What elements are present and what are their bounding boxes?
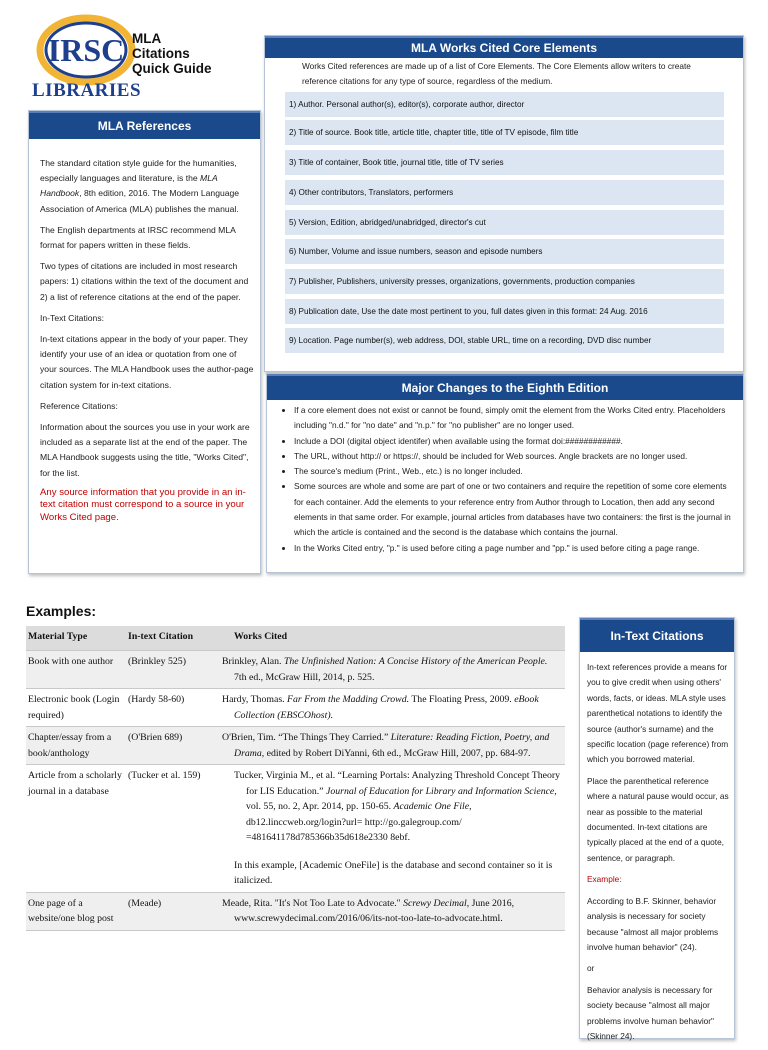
material-type-cell: One page of a website/one blog post bbox=[26, 892, 126, 930]
examples-table bbox=[26, 626, 565, 931]
intext-paragraph: Place the parenthetical reference where a natural pause would occur, as near as possible to the material documented. In-text citations are typically placed at the end of a quote, sentence, or paragraph. bbox=[587, 775, 729, 863]
refs-paragraph: In-text citations appear in the body of your paper. They identify your use of an idea or quotation from one of your sources. The MLA Handbook uses the author-page citation system for in-text citations. bbox=[40, 334, 254, 390]
table-header-row bbox=[26, 626, 565, 651]
refs-paragraph: Information about the sources you use in your work are included as a separate list at the end of the paper. The MLA Handbook suggests using the title, "Works Cited", for the list. bbox=[40, 422, 250, 478]
core-element-row: 3) Title of container, Book title, journal title, title of TV series bbox=[285, 150, 724, 175]
reference-citations-label: Reference Citations: bbox=[40, 400, 118, 411]
examples-heading: Examples: bbox=[26, 603, 97, 619]
material-type-cell: Book with one author bbox=[26, 651, 126, 689]
core-element-row: 4) Other contributors, Translators, performers bbox=[285, 180, 724, 205]
core-element-row: 8) Publication date, Use the date most pertinent to you, full dates given in this format: 24 Aug. 2016 bbox=[285, 299, 724, 324]
in-text-citations-label: In-Text Citations: bbox=[40, 312, 104, 323]
column-header: In-text Citation bbox=[126, 626, 232, 651]
core-elements-panel bbox=[264, 35, 744, 372]
refs-warning: Any source information that you provide in an in-text citation must correspond to a source in your Works Cited page. bbox=[40, 486, 246, 523]
major-changes-heading: Major Changes to the Eighth Edition bbox=[267, 374, 743, 400]
intext-paragraph: In-text references provide a means for you to give credit when using others' words, facts, or ideas. MLA style uses parenthetical notations to identify the source (author's surname) and the specific location (page reference) from which you borrowed material. bbox=[587, 662, 729, 765]
list-item: • In the Works Cited entry, "p." is used before citing a page number and "pp." is used before citing a page range. bbox=[294, 541, 734, 556]
example-label: Example: bbox=[587, 874, 622, 885]
list-item: • Some sources are whole and some are part of one or two containers and require the repetition of some core elements for each container. Add the elements to your reference entry from Author through to Location, then add any second elements in that same order. For example, journal articles from databases have two containers: the first is the journal in which the article is contained and the second is the database which contains the journal. bbox=[294, 479, 734, 540]
table-row bbox=[26, 689, 565, 727]
or-label: or bbox=[587, 963, 595, 974]
in-text-citations-panel bbox=[579, 617, 735, 1039]
table-row bbox=[26, 727, 565, 765]
core-element-row: 2) Title of source. Book title, article title, chapter title, title of TV episode, film title bbox=[285, 120, 724, 145]
material-type-cell: Article from a scholarly journal in a database bbox=[26, 765, 126, 893]
works-cited-cell: O'Brien, Tim. “The Things They Carried.” Literature: Reading Fiction, Poetry, and Drama, edited by Robert DiYanni, 6th ed., McGraw Hill, 2007, pp. 684-97. bbox=[232, 727, 565, 765]
refs-paragraph: Two types of citations are included in most research papers: 1) citations within the text of the document and 2) a list of reference citations at the end of the paper. bbox=[40, 261, 249, 302]
mla-references-heading: MLA References bbox=[29, 111, 260, 139]
in-text-cell: (O'Brien 689) bbox=[126, 727, 232, 765]
core-element-row: 9) Location. Page number(s), web address, DOI, stable URL, time on a recording, DVD disc number bbox=[285, 328, 724, 353]
in-text-cell: (Hardy 58-60) bbox=[126, 689, 232, 727]
guide-title: MLA Citations Quick Guide bbox=[132, 31, 212, 76]
core-elements-intro: Works Cited references are made up of a list of Core Elements. The Core Elements allow writers to create reference citations for any type of source, regardless of the medium. bbox=[302, 61, 691, 86]
logo-acronym: IRSC bbox=[47, 32, 125, 68]
in-text-citations-heading: In-Text Citations bbox=[580, 618, 734, 652]
in-text-citations-body bbox=[587, 660, 729, 1050]
table-row bbox=[26, 892, 565, 930]
material-type-cell: Electronic book (Login required) bbox=[26, 689, 126, 727]
major-changes-panel bbox=[266, 373, 744, 573]
core-element-row: 5) Version, Edition, abridged/unabridged, director's cut bbox=[285, 210, 724, 235]
table-row bbox=[26, 765, 565, 893]
material-type-cell: Chapter/essay from a book/anthology bbox=[26, 727, 126, 765]
works-cited-cell: Tucker, Virginia M., et al. “Learning Portals: Analyzing Threshold Concept Theory for LIS Education.” Journal of Education for Library and Information Science, vol. 55, no. 2, Apr. 2014, pp. 150-65. Academic One File, db12.linccweb.org/login?url= http://go.galegroup.com/ =481641178d785366b35d618e2330 8ebf. In this example, [Academic OneFile] is the database and second container so it is italicized. bbox=[232, 765, 565, 893]
core-element-row: 1) Author. Personal author(s), editor(s), corporate author, director bbox=[285, 92, 724, 117]
column-header: Material Type bbox=[26, 626, 126, 651]
intext-paragraph: According to B.F. Skinner, behavior analysis is necessary for society because "almost all major problems involve human behavior" (24). bbox=[587, 895, 719, 952]
core-element-row: 7) Publisher, Publishers, university presses, organizations, governments, production companies bbox=[285, 269, 724, 294]
list-item: • Include a DOI (digital object identifer) when available using the format doi:############. bbox=[294, 434, 734, 449]
works-cited-note: In this example, [Academic OneFile] is the database and second container so it is italicized. bbox=[234, 859, 553, 886]
logo-libraries: LIBRARIES bbox=[32, 80, 142, 101]
mla-references-body bbox=[40, 156, 254, 530]
list-item: • If a core element does not exist or cannot be found, simply omit the element from the Works Cited entry. Placeholders including "n.d." for "no date" and "n.p." for "no publisher" are no longer used. bbox=[294, 403, 734, 434]
in-text-cell: (Brinkley 525) bbox=[126, 651, 232, 689]
list-item: • The URL, without http:// or https://, should be included for Web sources. Angle brackets are no longer used. bbox=[294, 449, 734, 464]
refs-paragraph: The English departments at IRSC recommend MLA format for papers written in these fields. bbox=[40, 224, 236, 251]
column-header: Works Cited bbox=[232, 626, 565, 651]
major-changes-list bbox=[267, 403, 734, 556]
mla-references-panel bbox=[28, 110, 261, 574]
in-text-cell: (Tucker et al. 159) bbox=[126, 765, 232, 893]
intext-paragraph: Behavior analysis is necessary for society because "almost all major problems involve human behavior" (Skinner 24). bbox=[587, 984, 715, 1041]
table-row bbox=[26, 651, 565, 689]
works-cited-cell: Meade, Rita. "It's Not Too Late to Advocate." Screwy Decimal, June 2016, www.screwydecimal.com/2016/06/its-not-too-late-to-advocate.html. bbox=[232, 892, 565, 930]
list-item: • The source's medium (Print., Web., etc.) is no longer included. bbox=[294, 464, 734, 479]
core-element-row: 6) Number, Volume and issue numbers, season and episode numbers bbox=[285, 239, 724, 264]
refs-paragraph: The standard citation style guide for the humanities, especially languages and literature, is the MLA Handbook, 8th edition, 2016. The Modern Language Association of America (MLA) publishes the manual. bbox=[40, 158, 240, 214]
works-cited-cell: Hardy, Thomas. Far From the Madding Crowd. The Floating Press, 2009. eBook Collection (EBSCOhost). bbox=[232, 689, 565, 727]
works-cited-cell: Brinkley, Alan. The Unfinished Nation: A Concise History of the American People. 7th ed., McGraw Hill, 2014, p. 525. bbox=[232, 651, 565, 689]
in-text-cell: (Meade) bbox=[126, 892, 232, 930]
core-elements-heading: MLA Works Cited Core Elements bbox=[265, 36, 743, 58]
